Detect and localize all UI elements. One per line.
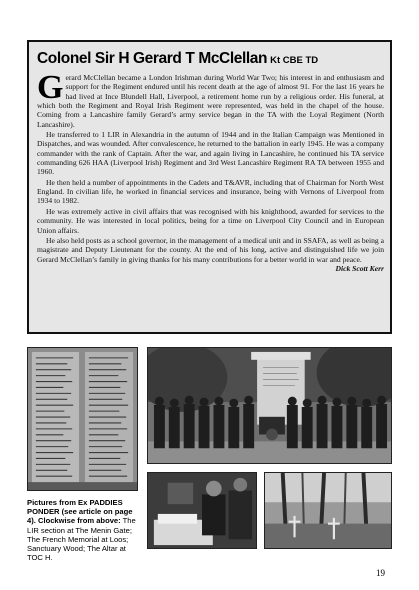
article-body — [37, 69, 384, 273]
article-title-honours: Kt CBE TD — [270, 55, 319, 66]
paragraph-text: He also held posts as a school governor, in the management of a medical unit and in SSAFA, as well as being a magistrate and Deputy Lieutenant for the county. At the end of his long, active and distinguished life we join Gerard McClellan’s family in giving thanks for his many contributions for a better world in war and peace. — [37, 235, 384, 264]
article-title-name: Colonel Sir H Gerard T McClellan — [37, 50, 268, 67]
article-paragraph — [37, 69, 384, 129]
photo-menin-gate — [27, 347, 138, 491]
photo-toc-h-altar — [147, 472, 257, 549]
article-paragraph: He was extremely active in civil affairs that was recognised with his knighthood, awarded for services to the community. He was interested in local politics, being for a time on Liverpool City Council and in European Union affairs. — [37, 206, 384, 235]
article-paragraph: He then held a number of appointments in the Cadets and T&AVR, including that of Chairman for North West England. In civilian life, he worked in financial services and insurance, being with Vernons of Liverpool from 1934 to 1982. — [37, 177, 384, 206]
article-byline: Dick Scott Kerr — [335, 263, 384, 273]
photo-caption-body: The LIR section at The Menin Gate; The French Memorial at Loos; Sanctuary Wood; The Altar at TOC H. — [27, 516, 136, 563]
article-paragraph: He transferred to 1 LIR in Alexandria in the autumn of 1944 and in the Italian Campaign was Mentioned in Dispatches, and was wounded. After convalescence, he returned to the battalion in early 1945. He was a company commander with the rank of Captain. After the war, and again living in Lancashire, he continued his TA service commanding 626 HAA (Liverpool Irish) Regiment and 3rd West Lancashire Regiment RA TA between 1955 and 1960. — [37, 130, 384, 177]
photo-loos-memorial-group — [147, 347, 392, 464]
page-number: 19 — [376, 568, 385, 578]
article-paragraph — [37, 235, 384, 273]
obituary-panel — [27, 40, 392, 334]
drop-cap: G — [37, 69, 64, 106]
photo-sanctuary-wood — [264, 472, 392, 549]
article-title — [37, 50, 387, 68]
photo-caption-lead: Pictures from Ex PADDIES PONDER (see article on page 4). Clockwise from above: — [27, 498, 133, 526]
photo-caption — [27, 498, 143, 562]
paragraph-text: erard McClellan became a London Irishman during World War Two; his interest in and enthusiasm and support for the Regiment endured until his recent death at the age of almost 91. For the last 16 years he had lived at Ince Blundell Hall, Liverpool, a retirement home run by a religious order. His funeral, at which both the Regiment and Royal Irish Regiment were represented, was held in the chapel of the house. Coming from a Lancashire family Gerard’s army service began in the TA with the Loyal Regiment (North Lancashire). — [37, 73, 384, 129]
